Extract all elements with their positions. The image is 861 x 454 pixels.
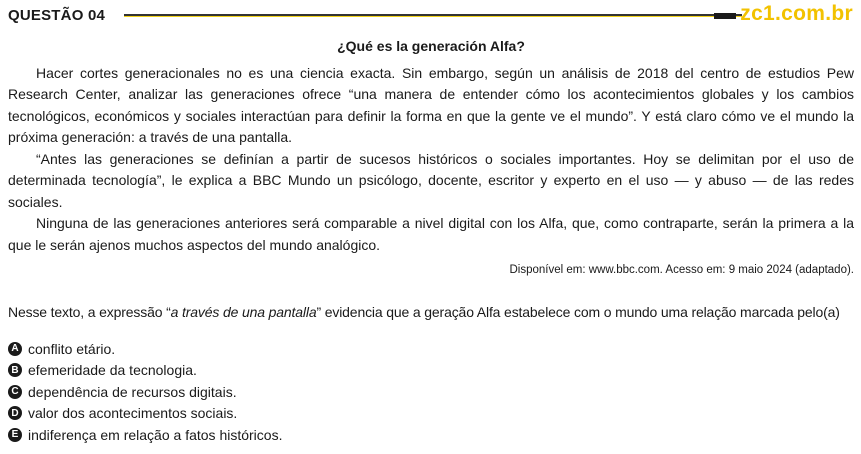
option-b[interactable] — [8, 360, 853, 381]
option-text-a: conflito etário. — [28, 340, 116, 357]
option-a[interactable] — [8, 338, 853, 359]
option-e[interactable] — [8, 424, 853, 445]
article-text — [8, 36, 854, 282]
option-text-d: valor dos acontecimentos sociais. — [28, 405, 238, 422]
article-title: ¿Qué es la generación Alfa? — [337, 38, 525, 54]
question-header — [8, 2, 853, 27]
option-text-e: indiferença em relação a fatos históricos. — [28, 426, 283, 443]
option-c[interactable] — [8, 381, 853, 402]
article-paragraph-3: Ninguna de las generaciones anteriores será comparable a nivel digital con los Alfa, que, como contraparte, serán la primera a la que le serán ajenos muchos aspectos del mundo analógico. — [8, 215, 854, 253]
article-paragraph-1: Hacer cortes generacionales no es una ciencia exacta. Sin embargo, según un análisis de 2018 del centro de estudios Pew Research Center, analizar las generaciones ofrece “una manera de entender cómo los acontecimientos globales y los cambios tecnológicos, económicos y sociales interactúan para definir la forma en que la gente ve el mundo”. Y está claro cómo ve el mundo la próxima generación: a través de una pantalla. — [8, 64, 854, 145]
option-letter-d: D — [8, 406, 22, 420]
brand-logo: zc1.com.br — [740, 2, 853, 25]
question-quoted-expression: a través de una pantalla — [170, 304, 317, 320]
option-letter-b: B — [8, 363, 22, 377]
option-letter-c: C — [8, 385, 22, 399]
answer-options — [8, 338, 853, 446]
question-number: QUESTÃO 04 — [8, 7, 106, 24]
header-rule-end-bar — [714, 13, 736, 19]
option-text-b: efemeridade da tecnologia. — [28, 362, 197, 379]
option-letter-a: A — [8, 342, 22, 356]
header-rule-outline — [124, 14, 742, 16]
article-source: Disponível em: www.bbc.com. Acesso em: 9 maio 2024 (adaptado). — [509, 264, 854, 276]
option-d[interactable] — [8, 403, 853, 424]
question-statement — [8, 302, 858, 322]
option-text-c: dependência de recursos digitais. — [28, 383, 237, 400]
question-prefix: Nesse texto, a expressão “ — [8, 304, 171, 320]
option-letter-e: E — [8, 428, 22, 442]
question-suffix: ” evidencia que a geração Alfa estabelece com o mundo uma relação marcada pelo(a) — [316, 304, 840, 320]
article-paragraph-2: “Antes las generaciones se definían a partir de sucesos históricos o sociales importantes. Hoy se delimitan por el uso de determinada tecnología”, le explica a BBC Mundo un psicólogo, docente, escritor y experto en el uso — y abuso — de las redes sociales. — [8, 150, 854, 210]
